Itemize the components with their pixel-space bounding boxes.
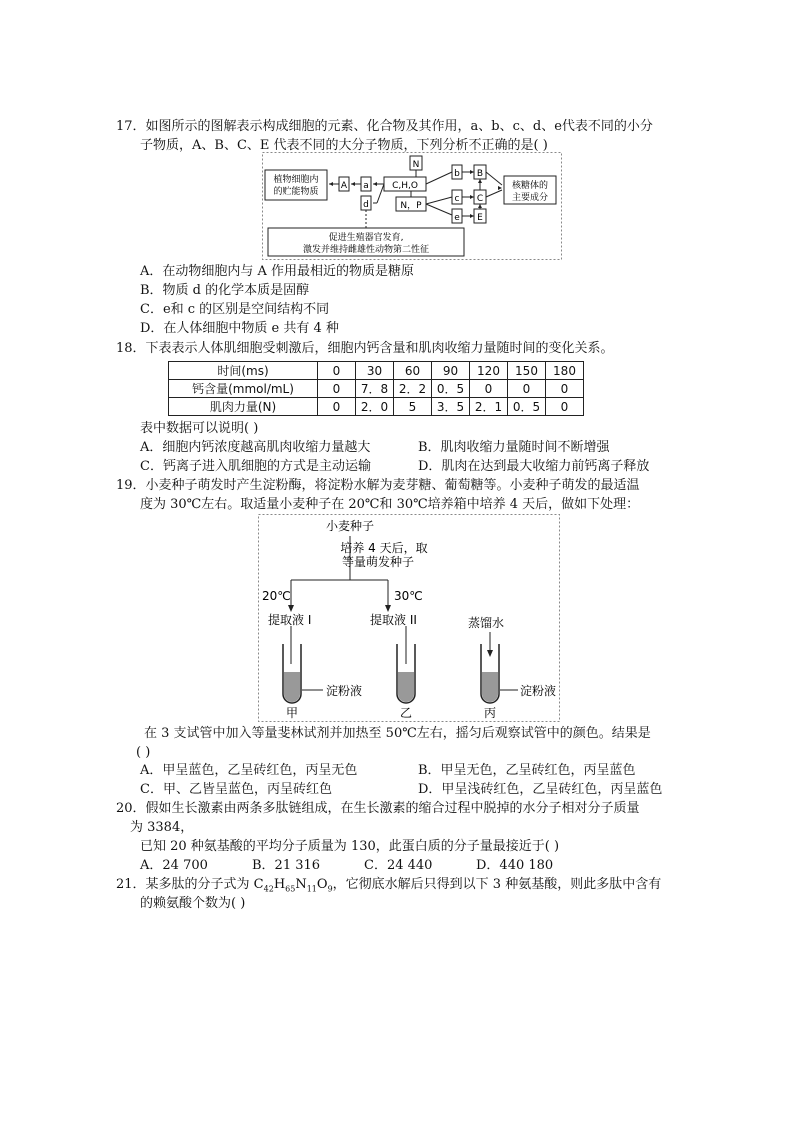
table-cell: 0 [546, 380, 584, 398]
table-cell: 0．5 [508, 398, 546, 416]
table-cell: 60 [394, 362, 432, 380]
q19-temp-30: 30℃ [394, 589, 423, 603]
table-cell: 120 [470, 362, 508, 380]
table-cell: 30 [356, 362, 394, 380]
q19-answer-paren: ( ) [136, 745, 151, 760]
q19-extract-2: 提取液 II [370, 613, 417, 627]
table-cell: 90 [432, 362, 470, 380]
q17-option-d: D．在人体细胞中物质 e 共有 4 种 [140, 321, 339, 336]
table-cell: 150 [508, 362, 546, 380]
q18-option-a: A．细胞内钙浓度越高肌肉收缩力量越大 [140, 440, 371, 455]
q19-stem-line3: 在 3 支试管中加入等量斐林试剂并加热至 50℃左右，摇匀后观察试管中的颜色。结果是 [144, 726, 651, 741]
q21-stem-pre: 21．某多肽的分子式为 C [116, 877, 264, 892]
q17-node-E: E [477, 213, 483, 223]
q19-water: 蒸馏水 [468, 616, 505, 630]
q17-promote-label-1: 促进生殖器官发育, [328, 233, 404, 243]
table-cell: 7．8 [356, 380, 394, 398]
table-cell: 0．5 [432, 380, 470, 398]
q20-option-b: B．21 316 [252, 858, 321, 873]
q19-step-label-2: 等量萌发种子 [341, 555, 415, 569]
q21-n: N [295, 877, 307, 892]
q20-stem-line1: 20．假如生长激素由两条多肽链组成，在生长激素的缩合过程中脱掉的水分子相对分子质量 [116, 801, 640, 816]
q18-option-c: C．钙离子进入肌细胞的方式是主动运输 [140, 459, 371, 474]
q17-option-a: A．在动物细胞内与 A 作用最相近的物质是糖原 [140, 264, 415, 279]
q19-stem-line1: 19．小麦种子萌发时产生淀粉酶，将淀粉水解为麦芽糖、葡萄糖等。小麦种子萌发的最适温 [116, 478, 640, 493]
table-cell: 0 [318, 380, 356, 398]
q18-data-table [168, 361, 584, 416]
table-cell: 钙含量(mmol/mL) [169, 380, 318, 398]
q17-store-label-1: 植物细胞内 [273, 175, 319, 185]
q19-option-a: A．甲呈蓝色，乙呈砖红色，丙呈无色 [140, 763, 358, 778]
q18-option-d: D．肌肉在达到最大收缩力前钙离子释放 [418, 459, 650, 474]
q21-h: H [273, 877, 286, 892]
q19-diagram [258, 514, 560, 722]
q17-node-C: C [476, 194, 484, 204]
q17-ribo-label-2: 主要成分 [511, 193, 549, 203]
q20-stem-line2: 为 3384， [130, 820, 194, 835]
q17-promote-label-2: 激发并维持雌雄性动物第二性征 [302, 245, 430, 255]
q21-sub-o: 9 [327, 884, 333, 894]
q17-node-b: b [454, 169, 460, 179]
q19-option-d: D．甲呈浅砖红色，乙呈砖红色，丙呈蓝色 [418, 782, 663, 797]
table-row [169, 380, 584, 398]
q17-diagram [262, 152, 562, 260]
table-cell: 时间(ms) [169, 362, 318, 380]
q17-node-cho: C,H,O [392, 181, 418, 191]
table-cell: 2．1 [470, 398, 508, 416]
q17-option-b: B．物质 d 的化学本质是固醇 [140, 283, 310, 298]
table-cell: 0 [318, 398, 356, 416]
table-cell: 2．2 [394, 380, 432, 398]
q21-stem-line2: 的赖氨酸个数为( ) [140, 896, 246, 911]
table-cell: 180 [546, 362, 584, 380]
q19-step-label-1: 培养 4 天后，取 [340, 541, 428, 555]
q19-tube-bing: 丙 [483, 706, 497, 720]
q19-option-b: B．甲呈无色，乙呈砖红色，丙呈蓝色 [418, 763, 636, 778]
q19-extract-1: 提取液 I [268, 613, 312, 627]
q18-option-b: B．肌肉收缩力量随时间不断增强 [418, 440, 610, 455]
q17-option-c: C．e和 c 的区别是空间结构不同 [140, 302, 330, 317]
table-cell: 肌肉力量(N) [169, 398, 318, 416]
table-cell: 0 [318, 362, 356, 380]
q21-sub-h: 65 [285, 884, 296, 894]
q17-node-c: c [454, 194, 460, 204]
q20-option-d: D．440 180 [476, 858, 554, 873]
q21-stem-post: ，它彻底水解后只得到以下 3 种氨基酸，则此多肽中含有 [332, 877, 662, 892]
q17-store-label-2: 的贮能物质 [273, 187, 319, 197]
q21-sub-n: 11 [306, 884, 317, 894]
q21-o: O [316, 877, 328, 892]
q17-node-a: a [363, 181, 369, 191]
table-row [169, 398, 584, 416]
q18-stem: 18．下表表示人体肌细胞受刺激后，细胞内钙含量和肌肉收缩力量随时间的变化关系。 [116, 341, 614, 356]
q19-starch-label-1: 淀粉液 [326, 684, 363, 698]
q19-stem-line2: 度为 30℃左右。取适量小麦种子在 20℃和 30℃培养箱中培养 4 天后，做如下处理： [140, 497, 640, 512]
q18-tail: 表中数据可以说明( ) [140, 421, 259, 436]
q17-node-d: d [363, 200, 369, 210]
q17-ribo-label-1: 核糖体的 [511, 181, 549, 191]
q17-node-B: B [476, 169, 484, 179]
q17-node-np: N，P [400, 201, 422, 211]
table-cell: 0 [470, 380, 508, 398]
table-cell: 3．5 [432, 398, 470, 416]
table-cell: 0 [546, 398, 584, 416]
q17-stem-line2: 子物质，A、B、C、E 代表不同的大分子物质，下列分析不正确的是( ) [140, 138, 548, 153]
q17-node-A: A [340, 181, 348, 191]
q17-node-e: e [454, 213, 460, 223]
q20-stem-line3: 已知 20 种氨基酸的平均分子质量为 130，此蛋白质的分子量最接近于( ) [140, 839, 560, 854]
table-cell: 2．0 [356, 398, 394, 416]
q19-option-c: C．甲、乙皆呈蓝色，丙呈砖红色 [140, 782, 332, 797]
q20-option-a: A．24 700 [140, 858, 208, 873]
q19-starch-label-2: 淀粉液 [520, 684, 557, 698]
q21-sub-c: 42 [263, 884, 274, 894]
q17-stem-line1: 17．如图所示的图解表示构成细胞的元素、化合物及其作用，a、b、c、d、e代表不同的小分 [116, 119, 653, 134]
table-row [169, 362, 584, 380]
q19-tube-jia: 甲 [285, 706, 299, 720]
q19-seed-label: 小麦种子 [325, 519, 375, 533]
q19-tube-yi: 乙 [399, 706, 413, 720]
table-cell: 5 [394, 398, 432, 416]
q20-option-c: C．24 440 [364, 858, 433, 873]
q19-temp-20: 20℃ [262, 589, 291, 603]
q17-node-N: N [412, 160, 420, 170]
table-cell: 0 [508, 380, 546, 398]
